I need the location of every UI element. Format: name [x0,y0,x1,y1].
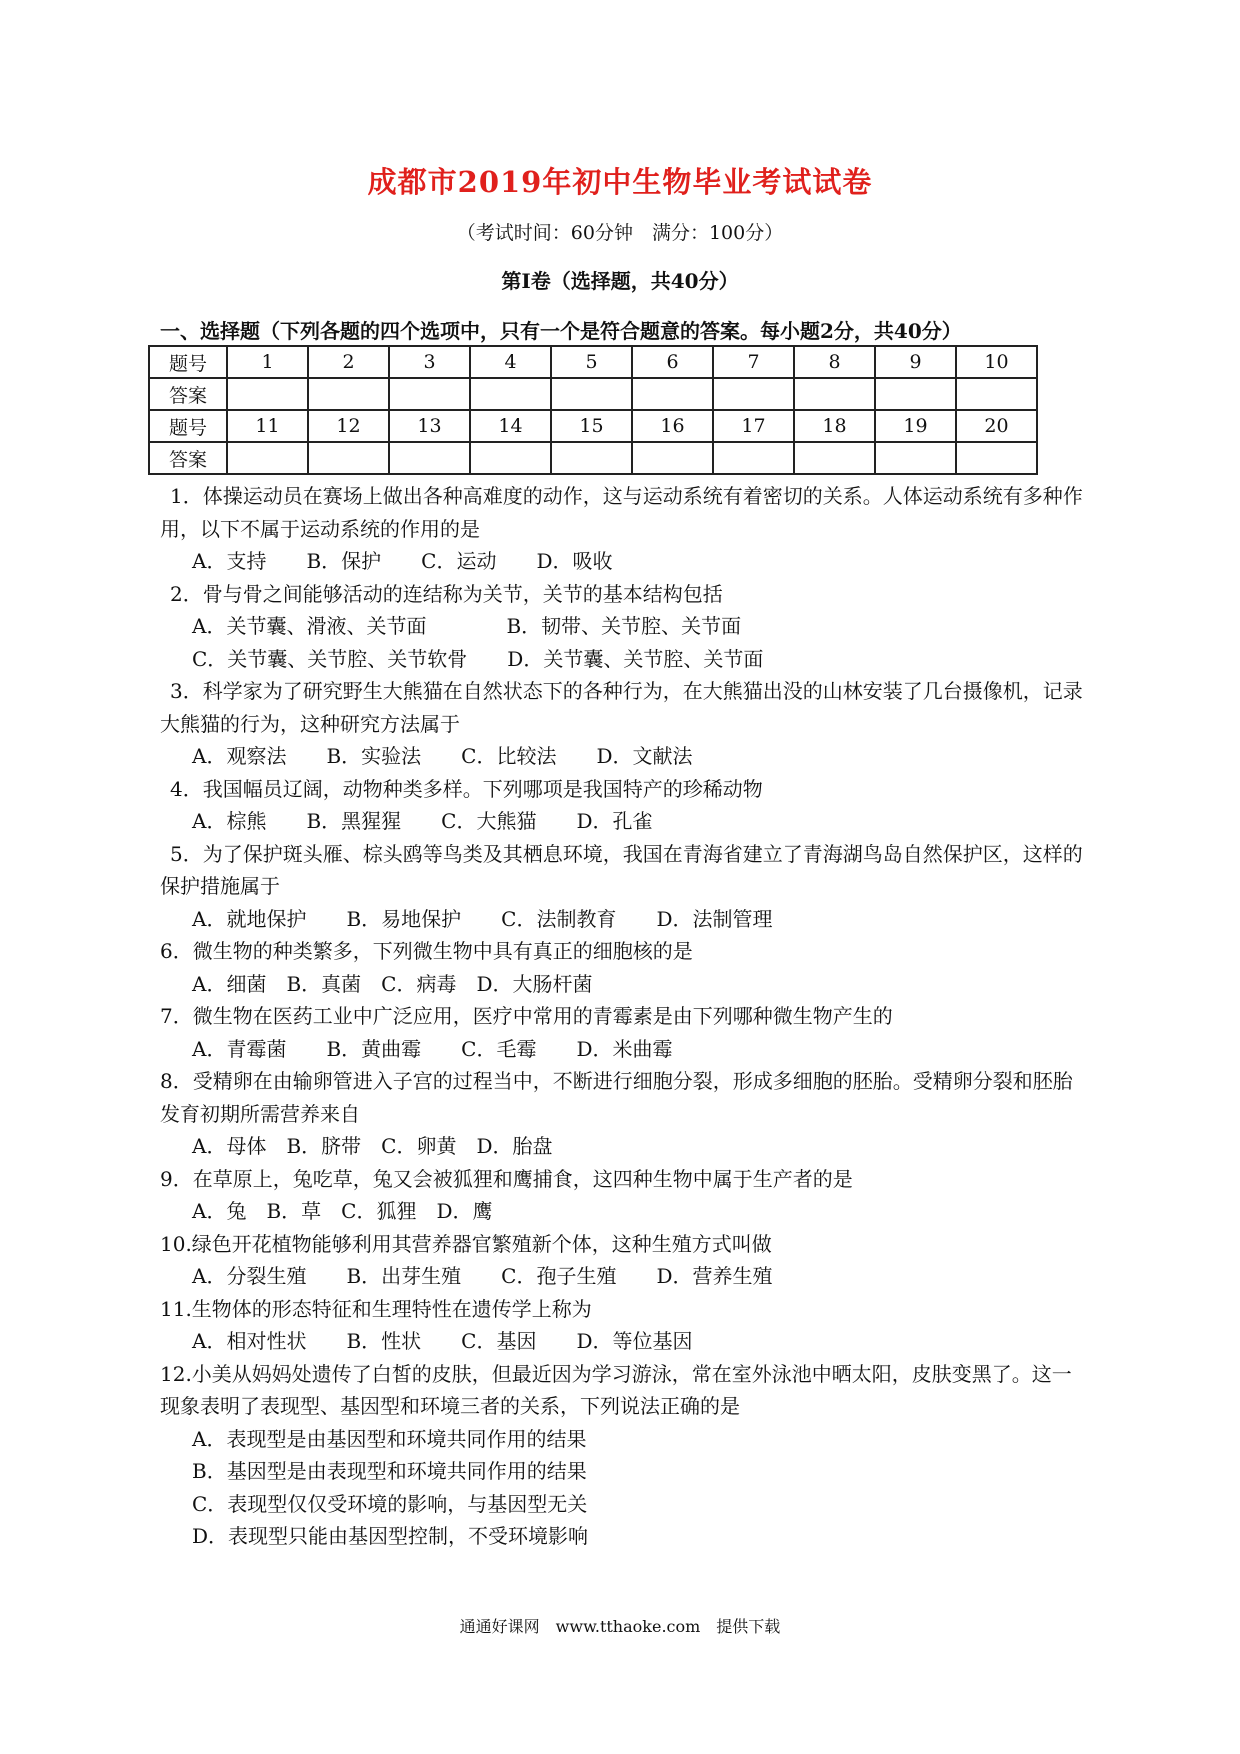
question-stem: 9．在草原上，兔吃草，兔又会被狐狸和鹰捕食，这四种生物中属于生产者的是 [160,1166,853,1191]
question-number-cell: 17 [713,410,794,442]
question-number-cell: 12 [308,410,389,442]
question-stem: 5．为了保护斑头雁、棕头鸥等鸟类及其栖息环境，我国在青海省建立了青海湖鸟岛自然保护区，这样的保护措施属于 [160,841,1083,898]
answer-cell[interactable] [713,442,794,474]
question-12 [160,1358,1090,1553]
question-number-cell: 11 [227,410,308,442]
row-label-answer: 答案 [149,378,227,410]
answer-row-2 [149,442,1037,474]
question-number-cell: 9 [875,346,956,378]
question-options: A．母体 B．脐带 C．卵黄 D．胎盘 [192,1134,553,1158]
answer-cell[interactable] [308,442,389,474]
question-number-cell: 3 [389,346,470,378]
answer-cell[interactable] [227,442,308,474]
question-4 [160,773,1090,838]
exam-title: 成都市2019年初中生物毕业考试试卷 [367,165,873,199]
answer-cell[interactable] [875,378,956,410]
question-stem: 3．科学家为了研究野生大熊猫在自然状态下的各种行为，在大熊猫出没的山林安装了几台摄像机，记录大熊猫的行为，这种研究方法属于 [160,679,1083,736]
question-stem: 11.生物体的形态特征和生理特性在遗传学上称为 [160,1296,592,1321]
question-options: A．就地保护 B．易地保护 C．法制教育 D．法制管理 [192,906,773,931]
answer-cell[interactable] [956,378,1037,410]
row-label-answer: 答案 [149,442,227,474]
question-number-cell: 20 [956,410,1037,442]
part-title: 第Ⅰ卷（选择题，共40分） [501,269,739,293]
answer-cell[interactable] [227,378,308,410]
question-options: A．分裂生殖 B．出芽生殖 C．孢子生殖 D．营养生殖 [192,1264,773,1288]
question-stem: 6．微生物的种类繁多，下列微生物中具有真正的细胞核的是 [160,939,693,963]
question-9 [160,1163,1090,1228]
answer-cell[interactable] [308,378,389,410]
answer-cell[interactable] [389,378,470,410]
answer-cell[interactable] [470,442,551,474]
footer-source: 通通好课网 www.tthaoke.com 提供下载 [459,1617,781,1636]
question-number-cell: 4 [470,346,551,378]
question-number-cell: 14 [470,410,551,442]
answer-cell[interactable] [551,378,632,410]
row-label-number: 题号 [149,346,227,378]
question-options: A．支持 B．保护 C．运动 D．吸收 [192,549,613,573]
question-options: C．关节囊、关节腔、关节软骨 D．关节囊、关节腔、关节面 [192,646,764,671]
number-row-1 [149,346,1037,378]
question-stem: 8．受精卵在由输卵管进入子宫的过程当中，不断进行细胞分裂，形成多细胞的胚胎。受精卵分裂和胚胎发育初期所需营养来自 [160,1069,1073,1126]
answer-cell[interactable] [956,442,1037,474]
question-8 [160,1065,1090,1163]
question-options: A．棕熊 B．黑猩猩 C．大熊猫 D．孔雀 [192,809,653,833]
question-number-cell: 16 [632,410,713,442]
question-options: B．基因型是由表现型和环境共同作用的结果 [192,1459,587,1483]
section-heading: 一、选择题（下列各题的四个选项中，只有一个是符合题意的答案。每小题2分，共40分） [160,319,962,343]
answer-cell[interactable] [632,442,713,474]
question-options: A．表现型是由基因型和环境共同作用的结果 [192,1426,587,1451]
exam-subtitle: （考试时间：60分钟 满分：100分） [456,222,784,244]
answer-cell[interactable] [713,378,794,410]
answer-grid [148,345,1038,475]
question-5 [160,838,1090,936]
question-stem: 10.绿色开花植物能够利用其营养器官繁殖新个体，这种生殖方式叫做 [160,1231,772,1256]
question-number-cell: 5 [551,346,632,378]
answer-cell[interactable] [794,442,875,474]
answer-cell[interactable] [632,378,713,410]
answer-row-1 [149,378,1037,410]
question-number-cell: 8 [794,346,875,378]
answer-cell[interactable] [389,442,470,474]
question-stem: 12.小美从妈妈处遗传了白皙的皮肤，但最近因为学习游泳，常在室外泳池中晒太阳，皮肤变黑了。这一现象表明了表现型、基因型和环境三者的关系，下列说法正确的是 [160,1361,1072,1418]
question-options: A．关节囊、滑液、关节面 B．韧带、关节腔、关节面 [192,614,742,638]
question-3 [160,675,1090,773]
question-options: A．细菌 B．真菌 C．病毒 D．大肠杆菌 [192,971,593,996]
answer-cell[interactable] [470,378,551,410]
question-options: A．相对性状 B．性状 C．基因 D．等位基因 [192,1329,693,1353]
row-label-number: 题号 [149,410,227,442]
question-number-cell: 7 [713,346,794,378]
question-stem: 1．体操运动员在赛场上做出各种高难度的动作，这与运动系统有着密切的关系。人体运动系统有多种作用，以下不属于运动系统的作用的是 [160,484,1083,541]
question-number-cell: 2 [308,346,389,378]
answer-cell[interactable] [794,378,875,410]
question-10 [160,1228,1090,1293]
question-number-cell: 13 [389,410,470,442]
question-1 [160,480,1090,578]
question-options: C．表现型仅仅受环境的影响，与基因型无关 [192,1491,588,1516]
question-2 [160,578,1090,676]
question-stem: 2．骨与骨之间能够活动的连结称为关节，关节的基本结构包括 [170,581,723,606]
question-6 [160,935,1090,1000]
question-number-cell: 10 [956,346,1037,378]
answer-cell[interactable] [875,442,956,474]
question-number-cell: 19 [875,410,956,442]
number-row-2 [149,410,1037,442]
question-options: A．青霉菌 B．黄曲霉 C．毛霉 D．米曲霉 [192,1036,673,1061]
answer-cell[interactable] [551,442,632,474]
question-stem: 7．微生物在医药工业中广泛应用，医疗中常用的青霉素是由下列哪种微生物产生的 [160,1004,893,1028]
question-number-cell: 1 [227,346,308,378]
question-7 [160,1000,1090,1065]
question-options: A．兔 B．草 C．狐狸 D．鹰 [192,1199,493,1223]
question-11 [160,1293,1090,1358]
question-list [160,480,1090,1553]
question-number-cell: 15 [551,410,632,442]
question-options: D．表现型只能由基因型控制，不受环境影响 [192,1524,589,1548]
question-number-cell: 6 [632,346,713,378]
question-options: A．观察法 B．实验法 C．比较法 D．文献法 [192,744,693,768]
question-number-cell: 18 [794,410,875,442]
question-stem: 4．我国幅员辽阔，动物种类多样。下列哪项是我国特产的珍稀动物 [170,776,763,801]
